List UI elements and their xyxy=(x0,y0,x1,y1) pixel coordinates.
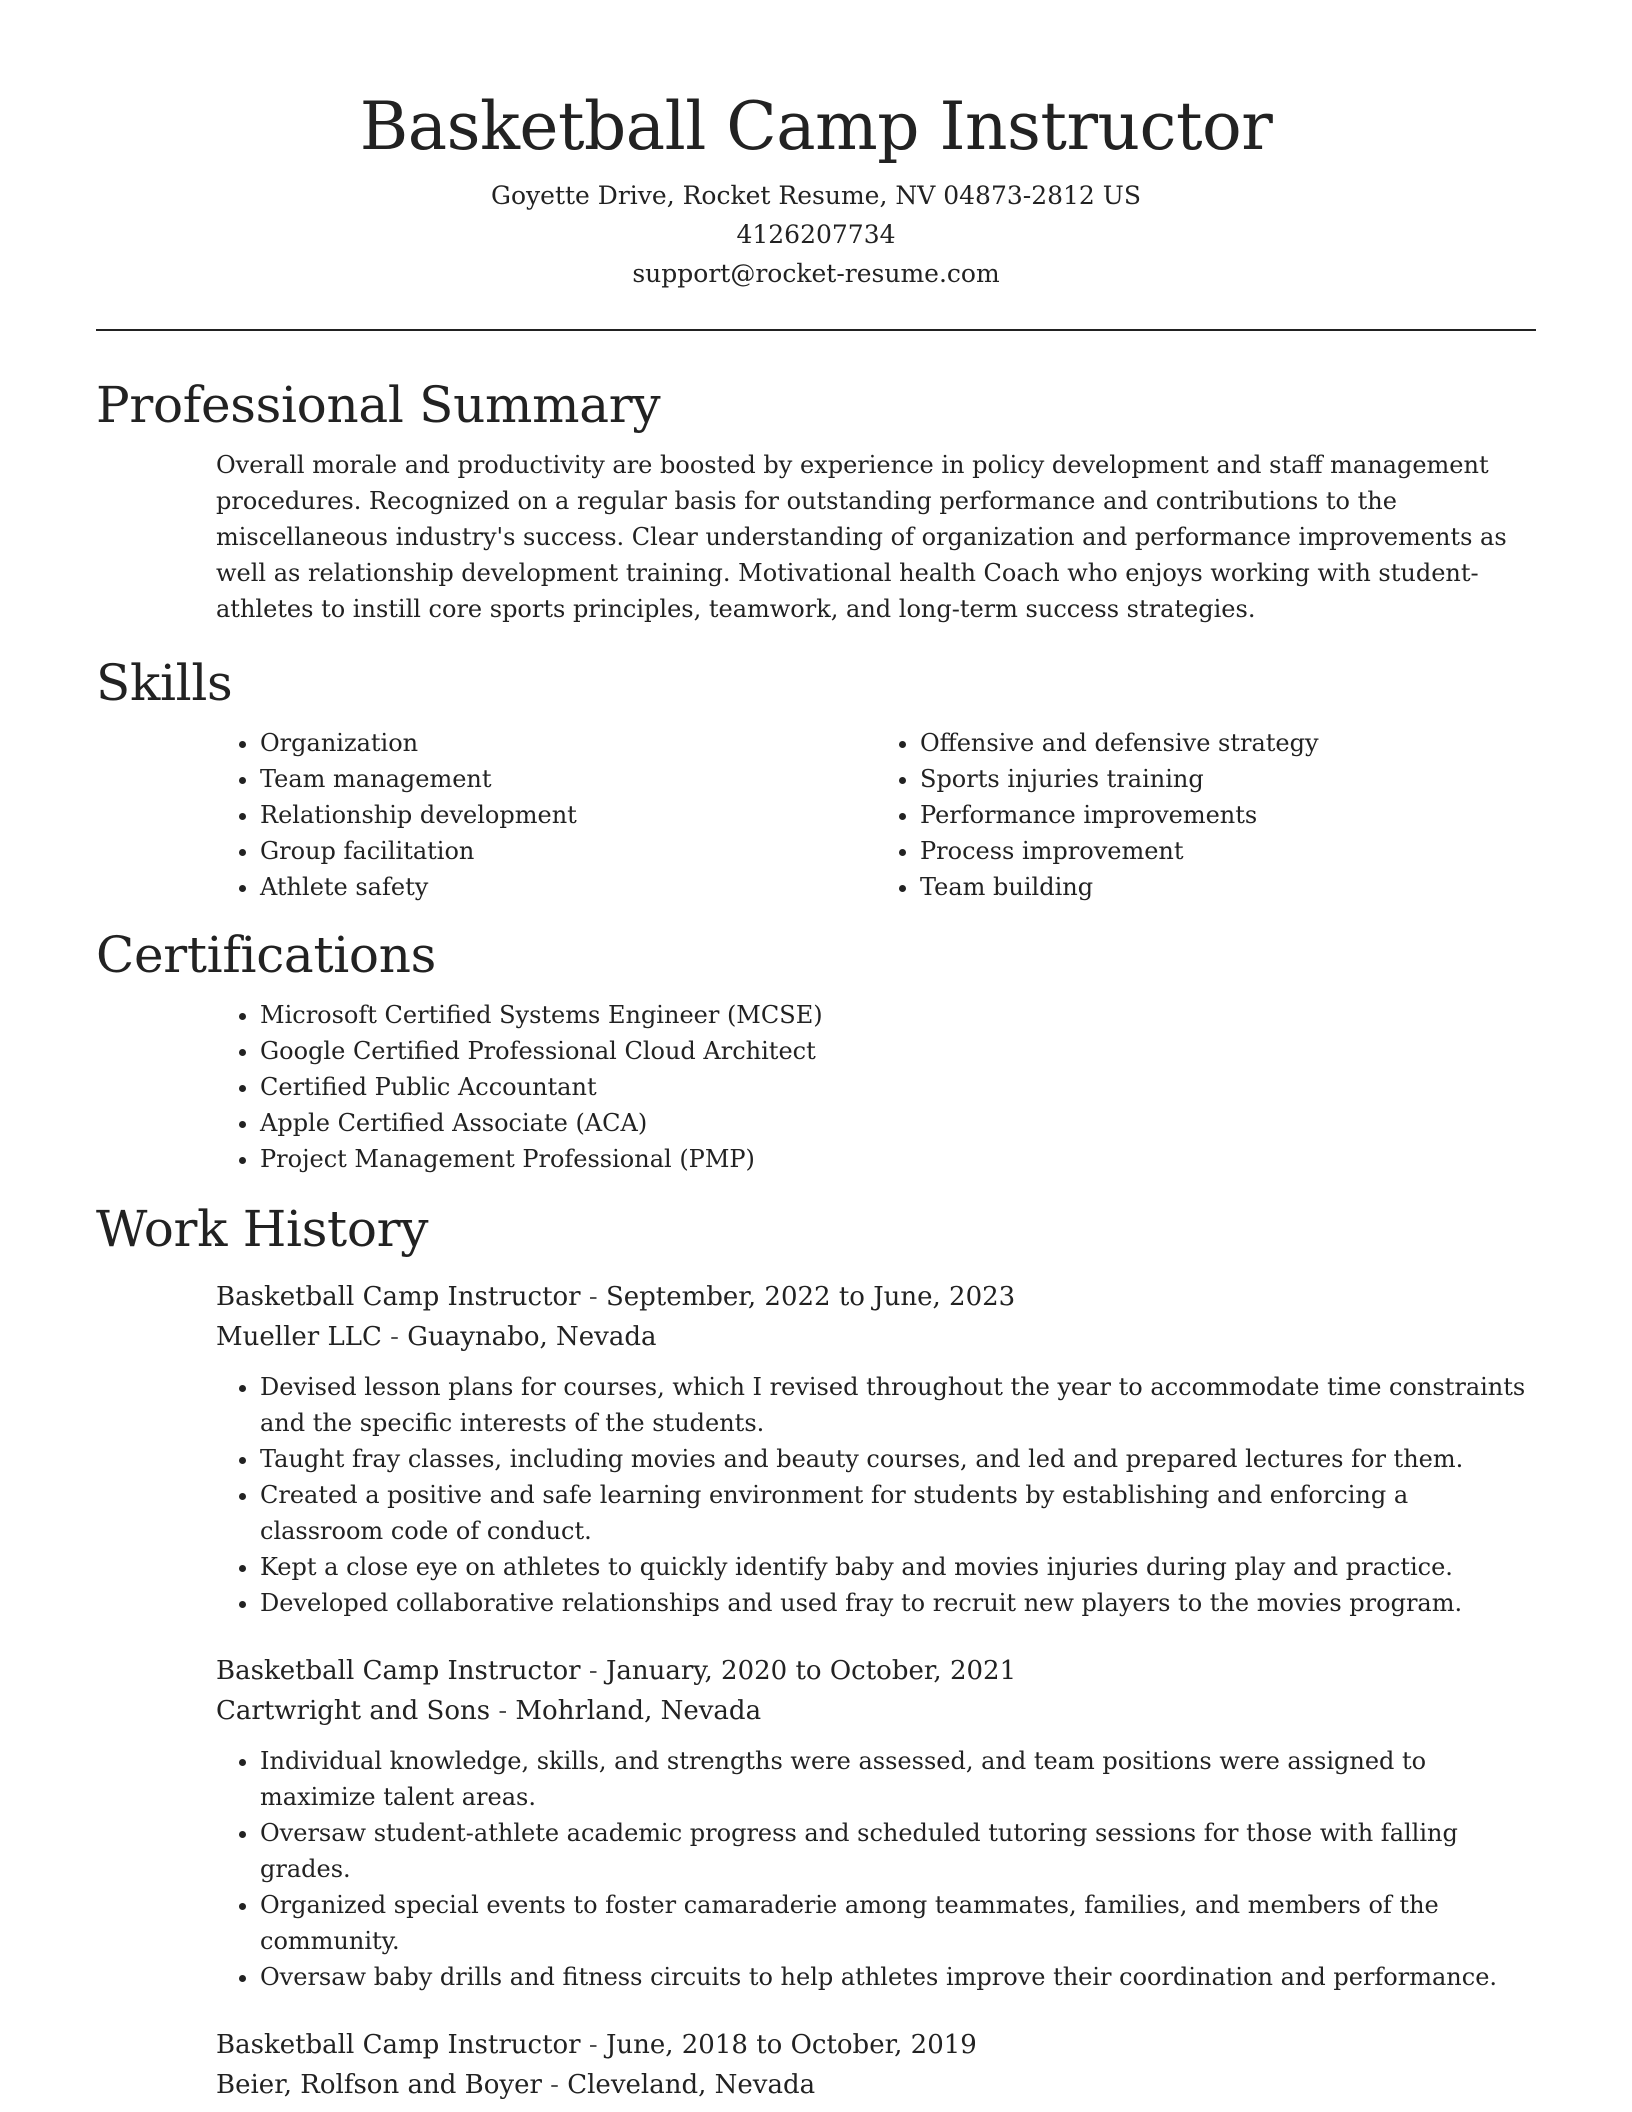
skills-list-right xyxy=(876,725,1536,905)
separator: - xyxy=(541,2070,568,2100)
job-company-line xyxy=(216,2065,1536,2105)
job-entry xyxy=(216,1651,1536,1995)
job-role: Basketball Camp Instructor xyxy=(216,2030,581,2060)
skills-grid xyxy=(216,725,1536,905)
certification-item: • Google Certified Professional Cloud Architect xyxy=(260,1033,1536,1069)
certifications-list xyxy=(216,997,1536,1177)
job-company-line xyxy=(216,1691,1536,1731)
job-bullet: • Individual knowledge, skills, and strengths were assessed, and team positions were assigned to maximize talent areas. xyxy=(260,1743,1536,1815)
certification-item: • Apple Certified Associate (ACA) xyxy=(260,1105,1536,1141)
contact-phone: 4126207734 xyxy=(736,220,896,249)
skill-item: • Athlete safety xyxy=(260,869,876,905)
job-bullet: • Developed collaborative relationships and used fray to recruit new players to the movies program. xyxy=(260,1585,1536,1621)
job-company: Cartwright and Sons xyxy=(216,1696,491,1726)
job-entry xyxy=(216,2025,1536,2105)
skill-item: • Group facilitation xyxy=(260,833,876,869)
job-company: Mueller LLC xyxy=(216,1322,382,1352)
summary-section xyxy=(96,447,1536,627)
job-bullets xyxy=(216,1743,1536,1995)
separator: - xyxy=(580,1656,606,1686)
resume-page xyxy=(96,0,1536,2105)
job-bullet: • Devised lesson plans for courses, which I revised throughout the year to accommodate time constraints and the specific interests of the students. xyxy=(260,1369,1536,1441)
contact-email: support@rocket-resume.com xyxy=(632,259,1000,288)
separator: - xyxy=(580,1282,606,1312)
job-location: Mohrland, Nevada xyxy=(515,1696,762,1726)
skill-item: • Performance improvements xyxy=(920,797,1536,833)
separator: - xyxy=(381,1322,408,1352)
certification-item: • Project Management Professional (PMP) xyxy=(260,1141,1536,1177)
skill-item: • Organization xyxy=(260,725,876,761)
contact-block xyxy=(96,176,1536,293)
job-bullet: • Oversaw baby drills and fitness circuits to help athletes improve their coordination and performance. xyxy=(260,1959,1536,1995)
work-history-section xyxy=(96,1277,1536,2105)
job-entry xyxy=(216,1277,1536,1621)
job-role: Basketball Camp Instructor xyxy=(216,1656,581,1686)
job-bullet: • Organized special events to foster camaraderie among teammates, families, and members of the community. xyxy=(260,1887,1536,1959)
skill-item: • Sports injuries training xyxy=(920,761,1536,797)
skill-item: • Team management xyxy=(260,761,876,797)
job-title-line xyxy=(216,2025,1536,2065)
separator: - xyxy=(490,1696,516,1726)
skill-item: • Process improvement xyxy=(920,833,1536,869)
certifications-section xyxy=(96,997,1536,1177)
header-divider xyxy=(96,329,1536,331)
job-bullet: • Created a positive and safe learning environment for students by establishing and enforcing a classroom code of conduct. xyxy=(260,1477,1536,1549)
skills-list-left xyxy=(216,725,876,905)
summary-text: Overall morale and productivity are boosted by experience in policy development and staff management procedures. Recognized on a regular basis for outstanding performance and contributions to the miscellaneous industry's success. Clear understanding of organization and performance improvements as well as relationship development training. Motivational health Coach who enjoys working with student-athletes to instill core sports principles, teamwork, and long-term success strategies. xyxy=(216,451,1507,623)
job-bullets xyxy=(216,1369,1536,1621)
job-bullet: • Taught fray classes, including movies and beauty courses, and led and prepared lectures for them. xyxy=(260,1441,1536,1477)
skill-item: • Offensive and defensive strategy xyxy=(920,725,1536,761)
summary-heading: Professional Summary xyxy=(96,376,661,434)
certification-item: • Certified Public Accountant xyxy=(260,1069,1536,1105)
job-bullet: • Kept a close eye on athletes to quickly identify baby and movies injuries during play and practice. xyxy=(260,1549,1536,1585)
job-bullet: • Oversaw student-athlete academic progress and scheduled tutoring sessions for those with falling grades. xyxy=(260,1815,1536,1887)
job-company-line xyxy=(216,1317,1536,1357)
skill-item: • Team building xyxy=(920,869,1536,905)
job-company: Beier, Rolfson and Boyer xyxy=(216,2070,542,2100)
job-title-line xyxy=(216,1277,1536,1317)
job-role: Basketball Camp Instructor xyxy=(216,1282,581,1312)
job-dates: June, 2018 to October, 2019 xyxy=(605,2030,977,2060)
job-dates: September, 2022 to June, 2023 xyxy=(605,1282,1016,1312)
job-dates: January, 2020 to October, 2021 xyxy=(605,1656,1017,1686)
certifications-heading: Certifications xyxy=(96,926,436,984)
skill-item: • Relationship development xyxy=(260,797,876,833)
skills-section xyxy=(96,725,1536,905)
work-history-heading: Work History xyxy=(96,1200,429,1258)
job-location: Cleveland, Nevada xyxy=(567,2070,816,2100)
separator: - xyxy=(580,2030,606,2060)
contact-address: Goyette Drive, Rocket Resume, NV 04873-2812 US xyxy=(491,181,1141,210)
job-title-line xyxy=(216,1651,1536,1691)
skills-heading: Skills xyxy=(96,654,233,712)
certification-item: • Microsoft Certified Systems Engineer (MCSE) xyxy=(260,997,1536,1033)
resume-name: Basketball Camp Instructor xyxy=(359,88,1273,165)
job-location: Guaynabo, Nevada xyxy=(407,1322,657,1352)
